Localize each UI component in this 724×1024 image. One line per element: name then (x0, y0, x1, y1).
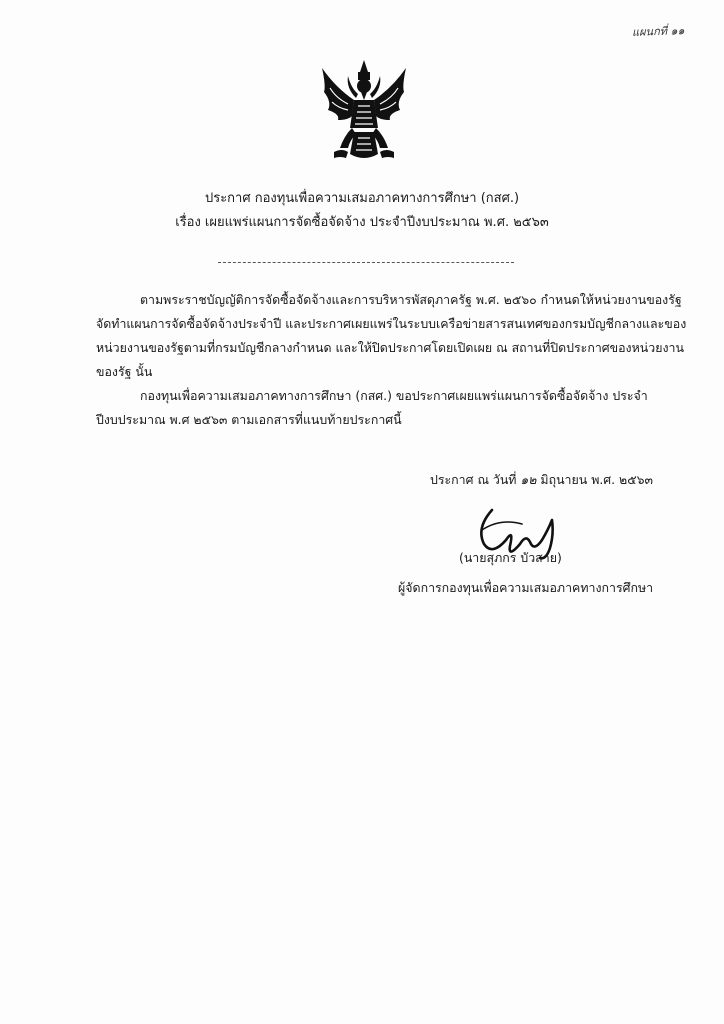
announcement-day: ๑๒ (520, 472, 537, 487)
paragraph-line: กองทุนเพื่อความเสมอภาคทางการศึกษา (กสศ.) ขอประกาศเผยแพร่แผนการจัดซื้อจัดจ้าง ประจำ (140, 388, 648, 403)
signer-name: (นายสุภกร บัวสาย) (459, 550, 562, 565)
page-note: แผนกที่ ๑๑ (631, 24, 685, 39)
divider (218, 262, 514, 263)
document-subject: เรื่อง เผยแพร่แผนการจัดซื้อจัดจ้าง ประจำปีงบประมาณ พ.ศ. ๒๕๖๓ (175, 215, 549, 230)
announcement-prefix: ประกาศ ณ วันที่ (430, 472, 517, 487)
paragraph-line: ตามพระราชบัญญัติการจัดซื้อจัดจ้างและการบริหารพัสดุภาครัฐ พ.ศ. ๒๕๖๐ กำหนดให้หน่วยงานของรัฐ (140, 292, 682, 307)
body-paragraph-2 (96, 384, 666, 432)
paragraph-line: ของรัฐ นั้น (96, 364, 153, 379)
body-paragraph-1 (96, 288, 687, 384)
paragraph-line: จัดทำแผนการจัดซื้อจัดจ้างประจำปี และประกาศเผยแพร่ในระบบเครือข่ายสารสนเทศของกรมบัญชีกลางและของ (96, 316, 687, 331)
announcement-date (430, 470, 653, 490)
garuda-emblem-icon (318, 58, 410, 164)
announcement-suffix: มิถุนายน พ.ศ. ๒๕๖๓ (540, 472, 653, 487)
paragraph-line: หน่วยงานของรัฐตามที่กรมบัญชีกลางกำหนด และให้ปิดประกาศโดยเปิดเผย ณ สถานที่ปิดประกาศของหน่วยงาน (96, 340, 684, 355)
document-title: ประกาศ กองทุนเพื่อความเสมอภาคทางการศึกษา (กสศ.) (204, 191, 520, 206)
paragraph-line: ปีงบประมาณ พ.ศ ๒๕๖๓ ตามเอกสารที่แนบท้ายประกาศนี้ (96, 412, 402, 427)
signer-position: ผู้จัดการกองทุนเพื่อความเสมอภาคทางการศึกษา (398, 580, 654, 595)
